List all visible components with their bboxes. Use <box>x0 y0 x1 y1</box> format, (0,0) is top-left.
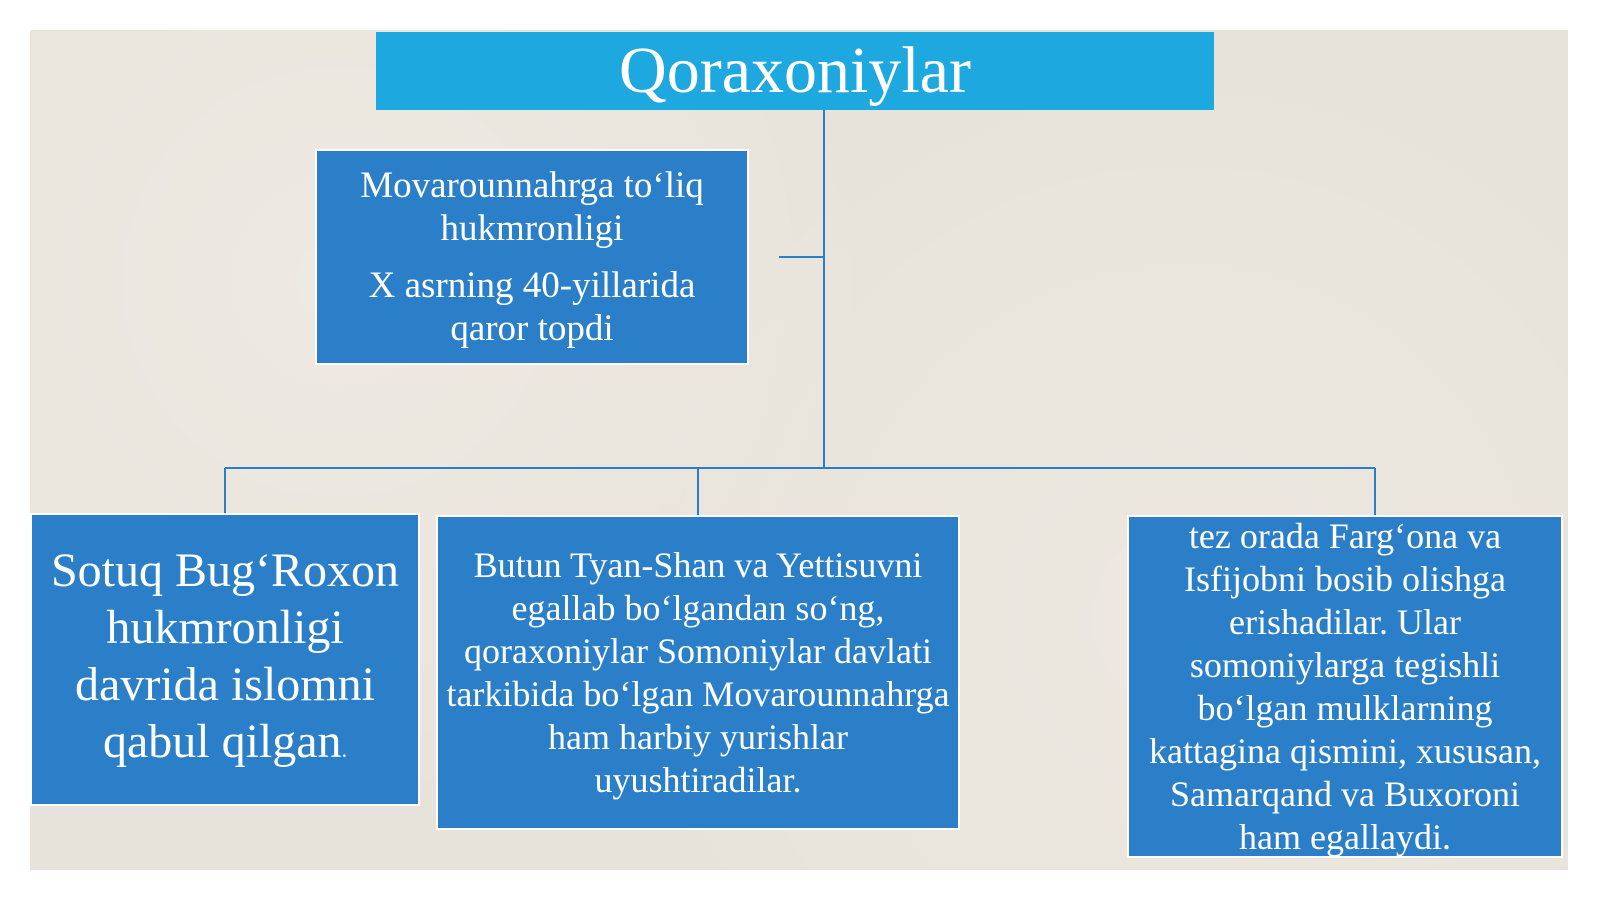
right-node <box>1127 515 1563 858</box>
left-node-text-wrap <box>40 542 410 778</box>
middle-node <box>436 515 960 830</box>
right-node-text: tez orada Farg‘ona va Isfijobni bosib olishga erishadilar. Ular somoniylarga tegishli bo‘lgan mulklarning kattagina qismini, xususan, Samarqand va Buxoroni ham egallaydi. <box>1149 515 1541 857</box>
middle-node-text: Butun Tyan-Shan va Yettisuvni egallab bo‘lgandan so‘ng, qoraxoniylar Somoniylar davlati tarkibida bo‘lgan Movarounnahrga ham harbiy yurishlar uyushtiradilar. <box>446 544 950 800</box>
left-node-text: Sotuq Bug‘Roxon hukmronligi davrida islomni qabul qilgan <box>50 543 400 768</box>
top-node <box>315 149 749 365</box>
title-box <box>376 32 1214 110</box>
left-node <box>30 513 420 806</box>
top-node-line2: X asrning 40-yillarida qaror topdi <box>368 265 696 349</box>
left-node-suffix: . <box>341 736 348 762</box>
top-node-line1: Movarounnahrga to‘liq hukmronligi <box>360 165 704 249</box>
diagram-title: Qoraxoniylar <box>619 34 971 107</box>
